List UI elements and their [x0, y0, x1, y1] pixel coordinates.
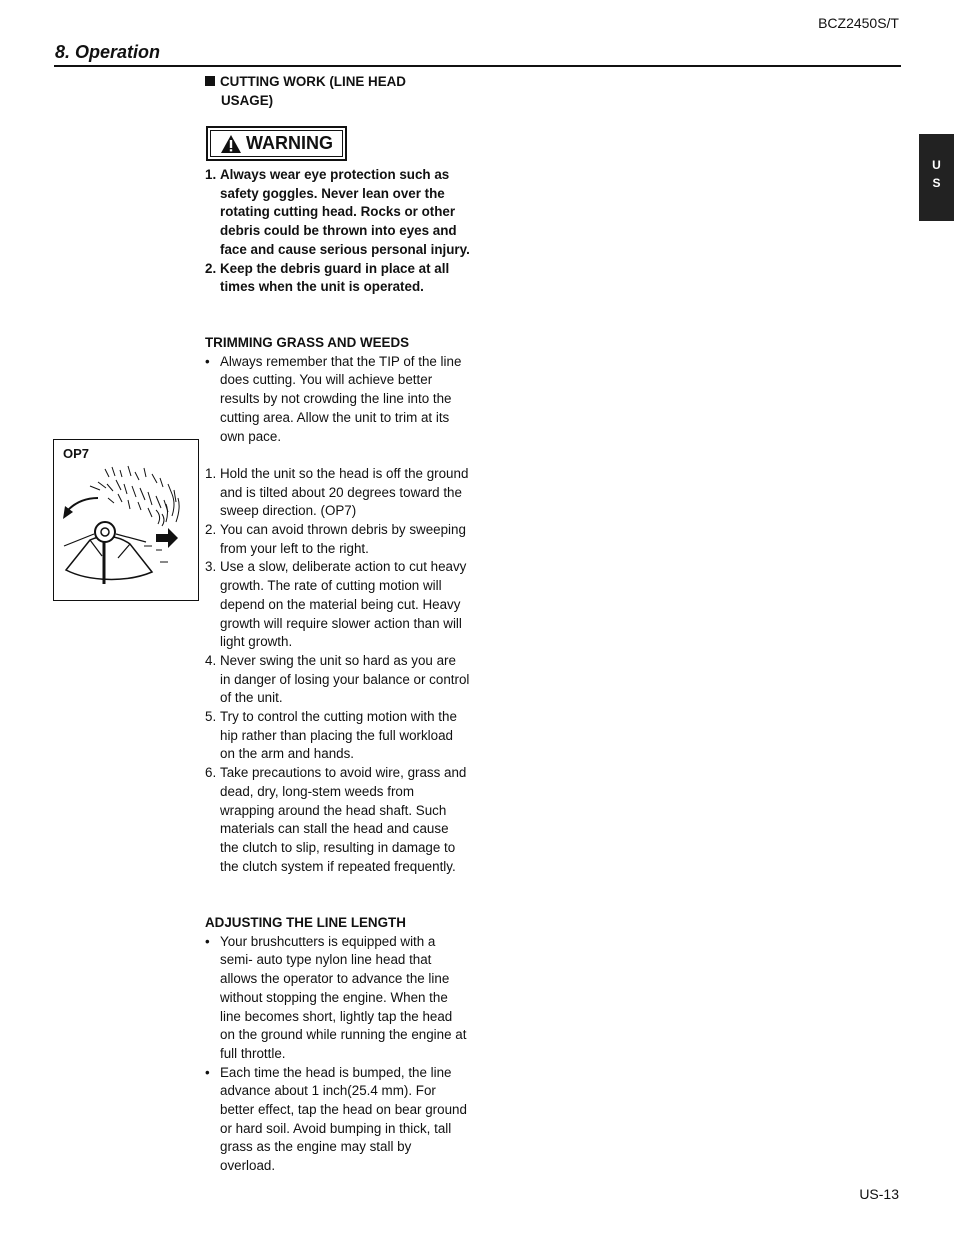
warning-item: 2. Keep the debris guard in place at all times when the unit is operated. — [205, 260, 450, 295]
warning-triangle-icon — [220, 134, 242, 154]
model-number: BCZ2450S/T — [818, 15, 899, 31]
cutting-heading-line1: CUTTING WORK (LINE HEAD — [220, 74, 406, 89]
page-number: US-13 — [859, 1186, 899, 1202]
cutting-heading-line2: USAGE) — [221, 93, 274, 108]
trimmer-sweep-icon — [60, 464, 192, 594]
list-item: • Always remember that the TIP of the line does cutting. You will achieve better results by not crowding the line into the cutting area. Allow the unit to trim at its own pace. — [205, 353, 462, 444]
list-item: 4. Never swing the unit so hard as you are in danger of losing your balance or control of the unit. — [205, 652, 470, 706]
op7-figure — [53, 439, 199, 601]
language-tab-line2: S — [932, 176, 941, 190]
header-rule — [54, 65, 901, 67]
warning-label — [206, 126, 347, 161]
adjusting-section — [205, 914, 470, 1176]
list-item: • Each time the head is bumped, the line advance about 1 inch(25.4 mm). For better effect, tap the head on bear ground or hard soil. Avoid bumping in thick, tall grass as the engine may stall by overload. — [205, 1064, 467, 1174]
list-item: 5. Try to control the cutting motion with the hip rather than placing the full workload on the arm and hands. — [205, 709, 457, 762]
adjusting-heading: ADJUSTING THE LINE LENGTH — [205, 915, 406, 930]
warning-item: 1. Always wear eye protection such as safety goggles. Never lean over the rotating cutting head. Rocks or other debris could be thrown into eyes and face and cause serious personal injury. — [205, 167, 470, 257]
cutting-work-heading — [205, 72, 406, 110]
figure-label: OP7 — [63, 446, 90, 461]
language-tab-line1: U — [932, 158, 941, 172]
warning-text: WARNING — [246, 133, 333, 153]
trimming-heading: TRIMMING GRASS AND WEEDS — [205, 335, 410, 350]
language-tab — [919, 134, 954, 221]
list-item: 2. You can avoid thrown debris by sweeping from your left to the right. — [205, 522, 466, 556]
trimming-section — [205, 334, 470, 876]
square-bullet-icon — [205, 76, 215, 86]
list-item: 1. Hold the unit so the head is off the ground and is tilted about 20 degrees toward the sweep direction. (OP7) — [205, 465, 469, 519]
list-item: • Your brushcutters is equipped with a semi- auto type nylon line head that allows the operator to advance the line without stopping the engine. When the line becomes short, lightly tap the head on the ground while running the engine at full throttle. — [205, 933, 467, 1061]
warning-list — [205, 166, 470, 297]
list-item: 3. Use a slow, deliberate action to cut heavy growth. The rate of cutting motion will depend on the material being cut. Heavy growth will require slower action than will light growth. — [205, 559, 467, 650]
section-title: 8. Operation — [55, 42, 161, 62]
list-item: 6. Take precautions to avoid wire, grass and dead, dry, long-stem weeds from wrapping around the head shaft. Such materials can stall the head and cause the clutch to slip, resulting in damage to the clutch system if repeated frequently. — [205, 765, 467, 874]
